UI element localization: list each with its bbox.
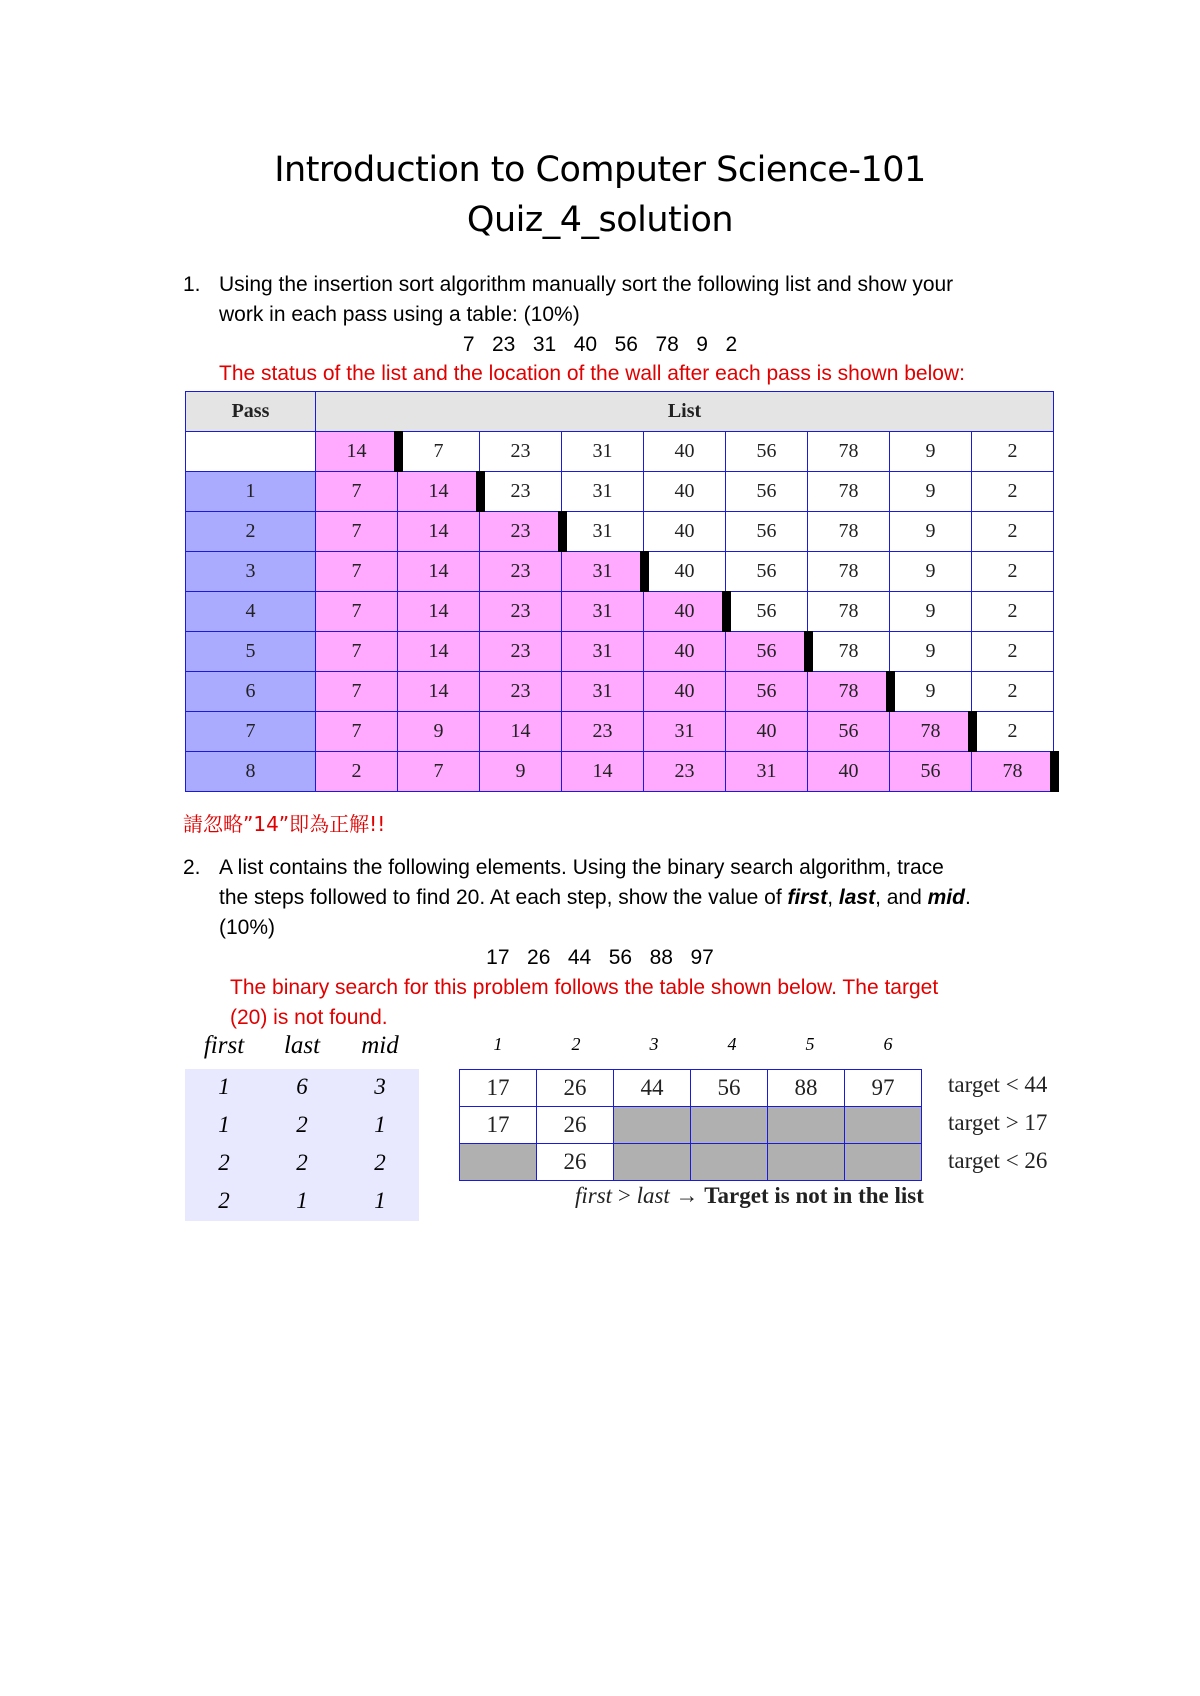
- list-cell: 9: [398, 712, 480, 752]
- list-cell: 40: [644, 672, 726, 712]
- list-cell: 23: [480, 672, 562, 712]
- search-cell: 44: [614, 1070, 691, 1107]
- index-label: 1: [493, 1034, 503, 1054]
- q1-text-line-1: Using the insertion sort algorithm manually sort the following list and show your: [219, 273, 954, 296]
- note-2: target > 17: [948, 1110, 1048, 1135]
- fl-table: [185, 1069, 419, 1221]
- table-row: [186, 632, 1054, 672]
- list-cell: 78: [808, 512, 890, 552]
- list-cell: 31: [562, 632, 644, 672]
- list-cell: 40: [644, 592, 726, 632]
- list-cell: 40: [808, 752, 890, 792]
- wall-marker: [968, 711, 977, 752]
- search-cell: [614, 1144, 691, 1181]
- table-row: [186, 592, 1054, 632]
- index-label: 6: [883, 1034, 893, 1054]
- title-line-2: Quiz_4_solution: [466, 200, 734, 240]
- table-row: [186, 672, 1054, 712]
- q1-note: 請忽略”14”即為正解!!: [183, 812, 386, 836]
- binary-search-table: [459, 1069, 922, 1181]
- list-cell: 23: [562, 712, 644, 752]
- list-cell: 23: [480, 632, 562, 672]
- list-cell: 23: [480, 512, 562, 552]
- index-label: 3: [649, 1034, 659, 1054]
- list-cell: 7: [316, 672, 398, 712]
- list-cell: 7: [316, 592, 398, 632]
- wall-marker: [886, 671, 895, 712]
- q2-answer-line-2: (20) is not found.: [230, 1006, 388, 1029]
- pass-cell: 8: [186, 752, 316, 792]
- list-cell: 40: [644, 552, 726, 592]
- q2-list: 17 26 44 56 88 97: [486, 946, 714, 969]
- pass-cell: 6: [186, 672, 316, 712]
- list-cell: 7: [316, 712, 398, 752]
- table-row: [186, 472, 1054, 512]
- q1-text-line-2: work in each pass using a table: (10%): [219, 303, 580, 326]
- list-cell: 56: [726, 552, 808, 592]
- list-cell: 31: [562, 672, 644, 712]
- list-cell: 14: [398, 512, 480, 552]
- table-row: [460, 1070, 922, 1107]
- list-cell: 78: [808, 592, 890, 632]
- list-cell: 56: [726, 512, 808, 552]
- table-row: [186, 552, 1054, 592]
- list-cell: 14: [480, 712, 562, 752]
- note-3: target < 26: [948, 1148, 1048, 1173]
- list-cell: 56: [808, 712, 890, 752]
- table-row: [186, 512, 1054, 552]
- list-cell: 56: [726, 632, 808, 672]
- search-cell: 17: [460, 1107, 537, 1144]
- list-cell: 9: [890, 472, 972, 512]
- fl-row: [185, 1107, 419, 1145]
- search-cell: [614, 1107, 691, 1144]
- table-row: [186, 712, 1054, 752]
- wall-marker: [722, 591, 731, 632]
- index-label: 4: [727, 1034, 737, 1054]
- list-cell: 78: [808, 552, 890, 592]
- wall-marker: [476, 471, 485, 512]
- search-cell: 56: [691, 1070, 768, 1107]
- list-cell: 2: [316, 752, 398, 792]
- list-header: List: [316, 392, 1054, 432]
- q2-number: 2.: [183, 856, 201, 879]
- list-cell: 7: [398, 432, 480, 472]
- list-cell: 78: [972, 752, 1054, 792]
- search-cell: [768, 1107, 845, 1144]
- fl-row: [185, 1145, 419, 1183]
- q2-text-line-2: the steps followed to find 20. At each step, show the value of first, last, and mid.: [219, 886, 971, 909]
- list-cell: 7: [398, 752, 480, 792]
- search-cell: [768, 1144, 845, 1181]
- list-cell: 56: [726, 672, 808, 712]
- list-cell: 2: [972, 512, 1054, 552]
- search-cell: 88: [768, 1070, 845, 1107]
- list-cell: 7: [316, 512, 398, 552]
- list-cell: 56: [726, 472, 808, 512]
- search-cell: 97: [845, 1070, 922, 1107]
- list-cell: 7: [316, 632, 398, 672]
- table-header-row: [186, 392, 1054, 432]
- mid-value: 2: [374, 1150, 386, 1175]
- list-cell: 2: [972, 592, 1054, 632]
- list-cell: 7: [316, 472, 398, 512]
- wall-marker: [804, 631, 813, 672]
- title-line-1: Introduction to Computer Science-101: [274, 150, 926, 190]
- q2-text-line-3: (10%): [219, 916, 276, 939]
- table-row: [460, 1144, 922, 1181]
- list-cell: 14: [316, 432, 398, 472]
- list-cell: 31: [562, 512, 644, 552]
- list-cell: 2: [972, 712, 1054, 752]
- list-cell: 40: [726, 712, 808, 752]
- list-cell: 31: [562, 592, 644, 632]
- search-cell: 26: [537, 1107, 614, 1144]
- list-cell: 9: [890, 672, 972, 712]
- search-cell: [691, 1144, 768, 1181]
- q1-list: 7 23 31 40 56 78 9 2: [462, 333, 738, 356]
- first-value: 2: [218, 1150, 230, 1175]
- note-1: target < 44: [948, 1072, 1048, 1097]
- table-row: [186, 752, 1054, 792]
- search-cell: [460, 1144, 537, 1181]
- last-value: 2: [296, 1150, 308, 1175]
- last-value: 6: [296, 1074, 308, 1099]
- search-cell: 26: [537, 1070, 614, 1107]
- pass-cell: 2: [186, 512, 316, 552]
- first-value: 1: [218, 1074, 230, 1099]
- last-value: 2: [296, 1112, 308, 1137]
- list-cell: 14: [398, 672, 480, 712]
- list-cell: 23: [480, 472, 562, 512]
- list-cell: 9: [480, 752, 562, 792]
- list-cell: 9: [890, 432, 972, 472]
- pass-cell: 7: [186, 712, 316, 752]
- q2-answer-line-1: The binary search for this problem follows the table shown below. The target: [230, 976, 939, 999]
- insertion-sort-table: [185, 391, 1054, 792]
- first-header: first: [203, 1032, 245, 1059]
- list-cell: 78: [808, 432, 890, 472]
- list-cell: 14: [398, 552, 480, 592]
- list-cell: 9: [890, 632, 972, 672]
- list-cell: 14: [562, 752, 644, 792]
- last-header: last: [283, 1032, 321, 1059]
- wall-marker: [558, 511, 567, 552]
- mid-value: 3: [374, 1074, 386, 1099]
- pass-cell: 3: [186, 552, 316, 592]
- mid-value: 1: [374, 1112, 386, 1137]
- search-cell: [691, 1107, 768, 1144]
- search-cell: 26: [537, 1144, 614, 1181]
- wall-marker: [394, 431, 403, 472]
- search-cell: 17: [460, 1070, 537, 1107]
- list-cell: 40: [644, 432, 726, 472]
- search-cell: [845, 1144, 922, 1181]
- list-cell: 23: [480, 432, 562, 472]
- list-cell: 14: [398, 592, 480, 632]
- list-cell: 23: [480, 552, 562, 592]
- pass-header: Pass: [186, 392, 316, 432]
- conclusion: first > last → Target is not in the list: [575, 1183, 924, 1208]
- list-cell: 2: [972, 472, 1054, 512]
- table-row: [186, 432, 1054, 472]
- q2-text-line-1: A list contains the following elements. Using the binary search algorithm, trace: [219, 856, 944, 879]
- q1-answer: The status of the list and the location of the wall after each pass is shown below:: [219, 362, 965, 385]
- list-cell: 14: [398, 632, 480, 672]
- list-cell: 56: [726, 432, 808, 472]
- list-cell: 31: [562, 432, 644, 472]
- list-cell: 14: [398, 472, 480, 512]
- q1-number: 1.: [183, 273, 201, 296]
- list-cell: 40: [644, 512, 726, 552]
- list-cell: 2: [972, 432, 1054, 472]
- pass-cell: 4: [186, 592, 316, 632]
- list-cell: 56: [726, 592, 808, 632]
- list-cell: 23: [480, 592, 562, 632]
- list-cell: 31: [644, 712, 726, 752]
- list-cell: 9: [890, 592, 972, 632]
- list-cell: 31: [562, 552, 644, 592]
- wall-marker: [640, 551, 649, 592]
- list-cell: 9: [890, 552, 972, 592]
- list-cell: 78: [808, 672, 890, 712]
- pass-cell: 5: [186, 632, 316, 672]
- mid-value: 1: [374, 1188, 386, 1213]
- list-cell: 2: [972, 552, 1054, 592]
- pass-cell: 1: [186, 472, 316, 512]
- wall-marker: [1050, 751, 1059, 792]
- search-cell: [845, 1107, 922, 1144]
- list-cell: 78: [890, 712, 972, 752]
- list-cell: 56: [890, 752, 972, 792]
- list-cell: 78: [808, 632, 890, 672]
- index-label: 2: [571, 1034, 581, 1054]
- table-row: [460, 1107, 922, 1144]
- list-cell: 31: [562, 472, 644, 512]
- first-value: 2: [218, 1188, 230, 1213]
- list-cell: 9: [890, 512, 972, 552]
- list-cell: 7: [316, 552, 398, 592]
- mid-header: mid: [361, 1032, 399, 1059]
- list-cell: 40: [644, 472, 726, 512]
- first-value: 1: [218, 1112, 230, 1137]
- list-cell: 2: [972, 672, 1054, 712]
- fl-row: [185, 1069, 419, 1107]
- list-cell: 40: [644, 632, 726, 672]
- index-label: 5: [805, 1034, 815, 1054]
- last-value: 1: [296, 1188, 308, 1213]
- fl-row: [185, 1183, 419, 1221]
- list-cell: 2: [972, 632, 1054, 672]
- pass-cell: [186, 432, 316, 472]
- list-cell: 31: [726, 752, 808, 792]
- list-cell: 23: [644, 752, 726, 792]
- list-cell: 78: [808, 472, 890, 512]
